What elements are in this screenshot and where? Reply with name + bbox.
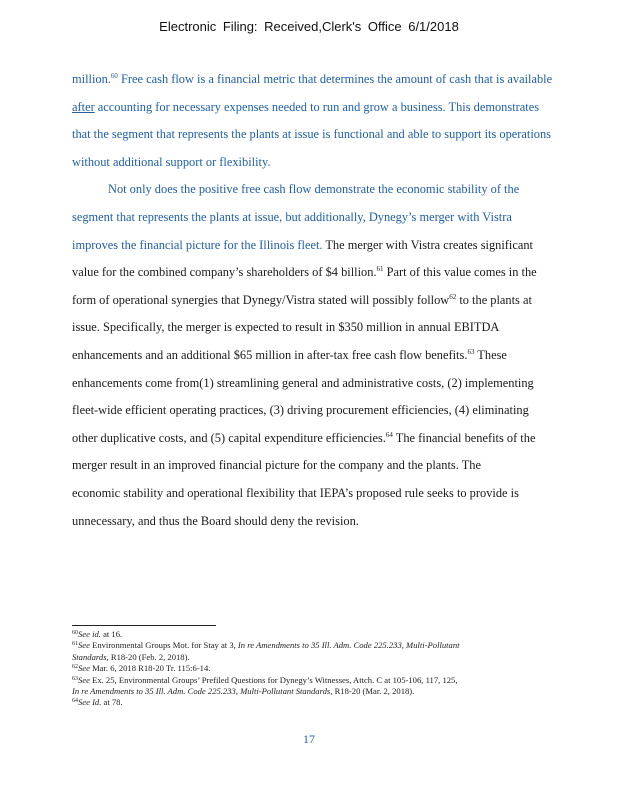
footnote-ref[interactable]: 63 — [467, 347, 475, 356]
body-text-segment: other duplicative costs, and (5) capital expenditure efficiencies. — [72, 430, 386, 445]
footnote-citation-italic: See — [78, 674, 90, 685]
footnote-line — [72, 697, 572, 708]
body-text-segment: to the plants at — [456, 292, 532, 307]
footnote-ref[interactable]: 62 — [449, 292, 457, 301]
body-line — [72, 94, 572, 122]
body-line — [72, 232, 572, 260]
page-number: 17 — [303, 732, 315, 746]
footnote-line — [72, 640, 572, 651]
footnote-text: at 78. — [101, 697, 123, 708]
footnote-number: 64 — [72, 698, 78, 705]
body-text-segment: The financial benefits of the — [392, 430, 536, 445]
footnote-number: 63 — [72, 675, 78, 682]
footnote-text: at 16. — [100, 629, 123, 639]
body-line: segment that represents the plants at issue, but additionally, Dynegy’s merger with Vistra — [72, 209, 512, 224]
body-line: unnecessary, and thus the Board should deny the revision. — [72, 513, 359, 528]
footnote-line — [72, 629, 572, 640]
filing-header: Electronic Filing: Received,Clerk's Office 6/1/2018 — [159, 19, 459, 34]
footnote-citation-italic: See — [78, 640, 90, 651]
footnote-number: 60 — [72, 630, 78, 636]
footnote-line — [72, 675, 572, 686]
body-text-segment: The merger with Vistra creates significant — [322, 237, 534, 252]
body-text-segment: enhancements and an additional $65 million in after-tax free cash flow benefits. — [72, 347, 468, 362]
footnote-citation-italic: See Id. — [78, 697, 102, 708]
footnote-divider — [72, 625, 216, 626]
body-text-segment: improves the financial picture for the Illinois fleet. — [72, 237, 323, 252]
body-line: merger result in an improved financial picture for the company and the plants. The — [72, 458, 481, 473]
body-line — [72, 342, 572, 370]
body-line: fleet-wide efficient operating practices, (3) driving procurement efficiencies, (4) eliminating — [72, 403, 529, 418]
footnote-text: , R18-20 (Mar. 2, 2018). — [330, 686, 415, 697]
body-text-segment: These — [474, 347, 507, 362]
footnotes-section — [72, 629, 572, 709]
body-text-segment: form of operational synergies that Dynegy/Vistra stated will possibly follow — [72, 292, 450, 307]
body-text-segment: accounting for necessary expenses needed to run and grow a business. This demonstrates — [94, 99, 540, 114]
body-line: enhancements come from(1) streamlining general and administrative costs, (2) implementing — [72, 375, 534, 390]
body-text-segment: Free cash flow is a financial metric that determines the amount of cash that is available — [117, 72, 553, 86]
body-line — [72, 259, 572, 287]
footnote-ref[interactable]: 61 — [376, 265, 384, 274]
footnote-citation-italic: In re Amendments to 35 Ill. Adm. Code 225.233, Multi-Pollutant — [237, 640, 460, 651]
body-line — [72, 66, 572, 94]
footnote-ref[interactable]: 64 — [385, 430, 393, 439]
footnote-line — [72, 663, 572, 674]
footnote-citation-italic: In re Amendments to 35 Ill. Adm. Code 225.233, Multi-Pollutant Standards — [72, 686, 331, 697]
body-line: Not only does the positive free cash flow demonstrate the economic stability of the — [108, 182, 520, 197]
body-text-segment: million. — [72, 72, 111, 86]
footnote-line — [72, 686, 572, 697]
footnote-citation-italic: See id. — [78, 629, 101, 639]
footnote-ref[interactable]: 60 — [110, 72, 118, 80]
body-line — [72, 425, 572, 453]
body-text-segment: value for the combined company’s shareholders of $4 billion. — [72, 265, 377, 280]
document-body — [72, 66, 572, 535]
footnote-citation-italic: See — [78, 663, 90, 674]
footnote-citation-italic: Standards — [72, 651, 107, 662]
underlined-word: after — [72, 99, 95, 114]
footnote-text: Environmental Groups Mot. for Stay at 3, — [89, 640, 238, 651]
footnote-number: 62 — [72, 664, 78, 671]
body-line: that the segment that represents the plants at issue is functional and able to support its operations — [72, 127, 551, 142]
footnote-number: 61 — [72, 641, 78, 648]
body-line: issue. Specifically, the merger is expected to result in $350 million in annual EBITDA — [72, 320, 500, 335]
footnote-text: Mar. 6, 2018 R18-20 Tr. 115:6-14. — [89, 663, 211, 674]
footnote-line — [72, 652, 572, 663]
body-line: economic stability and operational flexibility that IEPA’s proposed rule seeks to provide is — [72, 485, 519, 500]
body-line: without additional support or flexibility. — [72, 154, 271, 169]
body-text-segment: Part of this value comes in the — [383, 265, 537, 280]
body-line — [72, 287, 572, 315]
footnote-text: , R18-20 (Feb. 2, 2018). — [106, 651, 190, 662]
footnote-text: Ex. 25, Environmental Groups’ Prefiled Questions for Dynegy’s Witnesses, Attch. C at 105-106, 117, 125, — [89, 674, 458, 685]
